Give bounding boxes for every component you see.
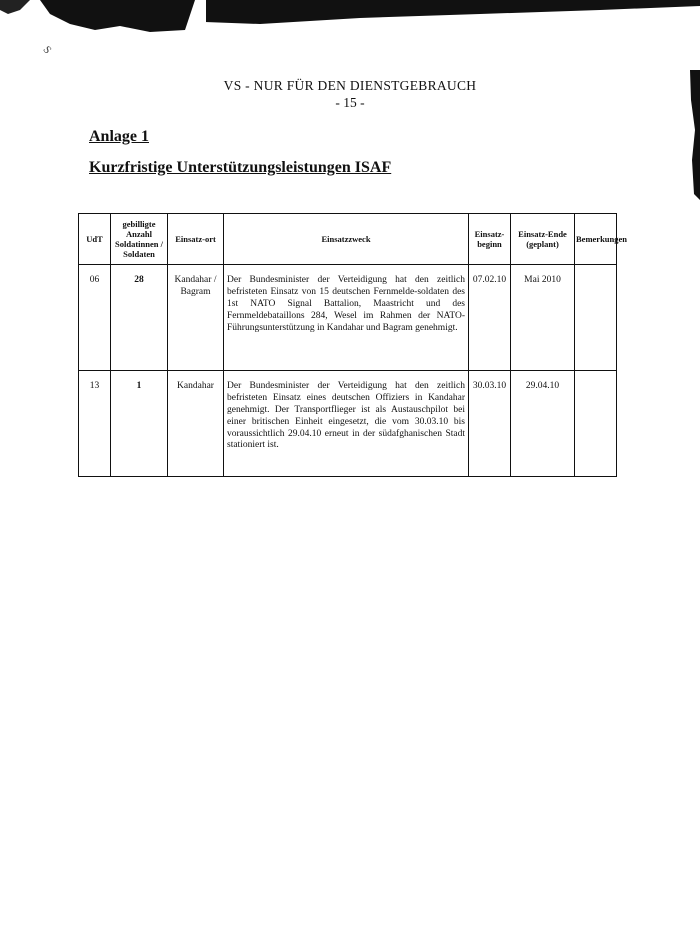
document-title: Kurzfristige Unterstützungsleistungen ISAF: [89, 159, 392, 176]
cell-purpose: Der Bundesminister der Verteidigung hat den zeitlich befristeten Einsatz von 15 deutschen Fernmelde-soldaten des 1st NATO Signal Battalion, Maastricht und des Fernmeldebataillons 284, Wesel im Rahmen der NATO-Führungsunterstützung in Kandahar und Bagram genehmigt.: [224, 265, 469, 371]
header-remarks: Bemerkungen: [575, 214, 617, 265]
cell-location: Kandahar: [168, 371, 224, 477]
cell-remarks: [575, 265, 617, 371]
classification-header: VS - NUR FÜR DEN DIENSTGEBRAUCH: [223, 78, 477, 93]
cell-location: Kandahar / Bagram: [168, 265, 224, 371]
support-table: [78, 213, 627, 477]
header-purpose: Einsatzzweck: [224, 214, 469, 265]
cell-count: 28: [111, 265, 168, 371]
header-udt: UdT: [79, 214, 111, 265]
cell-end: Mai 2010: [511, 265, 575, 371]
cell-udt: 06: [79, 265, 111, 371]
cell-start: 30.03.10: [469, 371, 511, 477]
cell-remarks: [575, 371, 617, 477]
cell-purpose: Der Bundesminister der Verteidigung hat den zeitlich befristeten Einsatz eines deutschen Offiziers in Kandahar genehmigt. Der Transportflieger ist als Austauschpilot bei einer britischen Einheit eingesetzt, die vom 30.03.10 bis voraussichtlich 29.04.10 erneut in der südafghanischen Stadt stationiert ist.: [224, 371, 469, 477]
cell-end: 29.04.10: [511, 371, 575, 477]
header-end: Einsatz-Ende (geplant): [511, 214, 575, 265]
page-number: - 15 -: [335, 95, 365, 110]
header-start: Einsatz-beginn: [469, 214, 511, 265]
annex-label: Anlage 1: [89, 128, 149, 145]
scan-artifact-top: [0, 0, 700, 40]
table-header-row: [79, 214, 617, 265]
cell-start: 07.02.10: [469, 265, 511, 371]
header-location: Einsatz-ort: [168, 214, 224, 265]
corner-mark: S: [40, 43, 54, 57]
cell-count: 1: [111, 371, 168, 477]
table-row: [79, 371, 617, 477]
header-count: gebilligte Anzahl Soldatinnen / Soldaten: [111, 214, 168, 265]
table-row: [79, 265, 617, 371]
cell-udt: 13: [79, 371, 111, 477]
